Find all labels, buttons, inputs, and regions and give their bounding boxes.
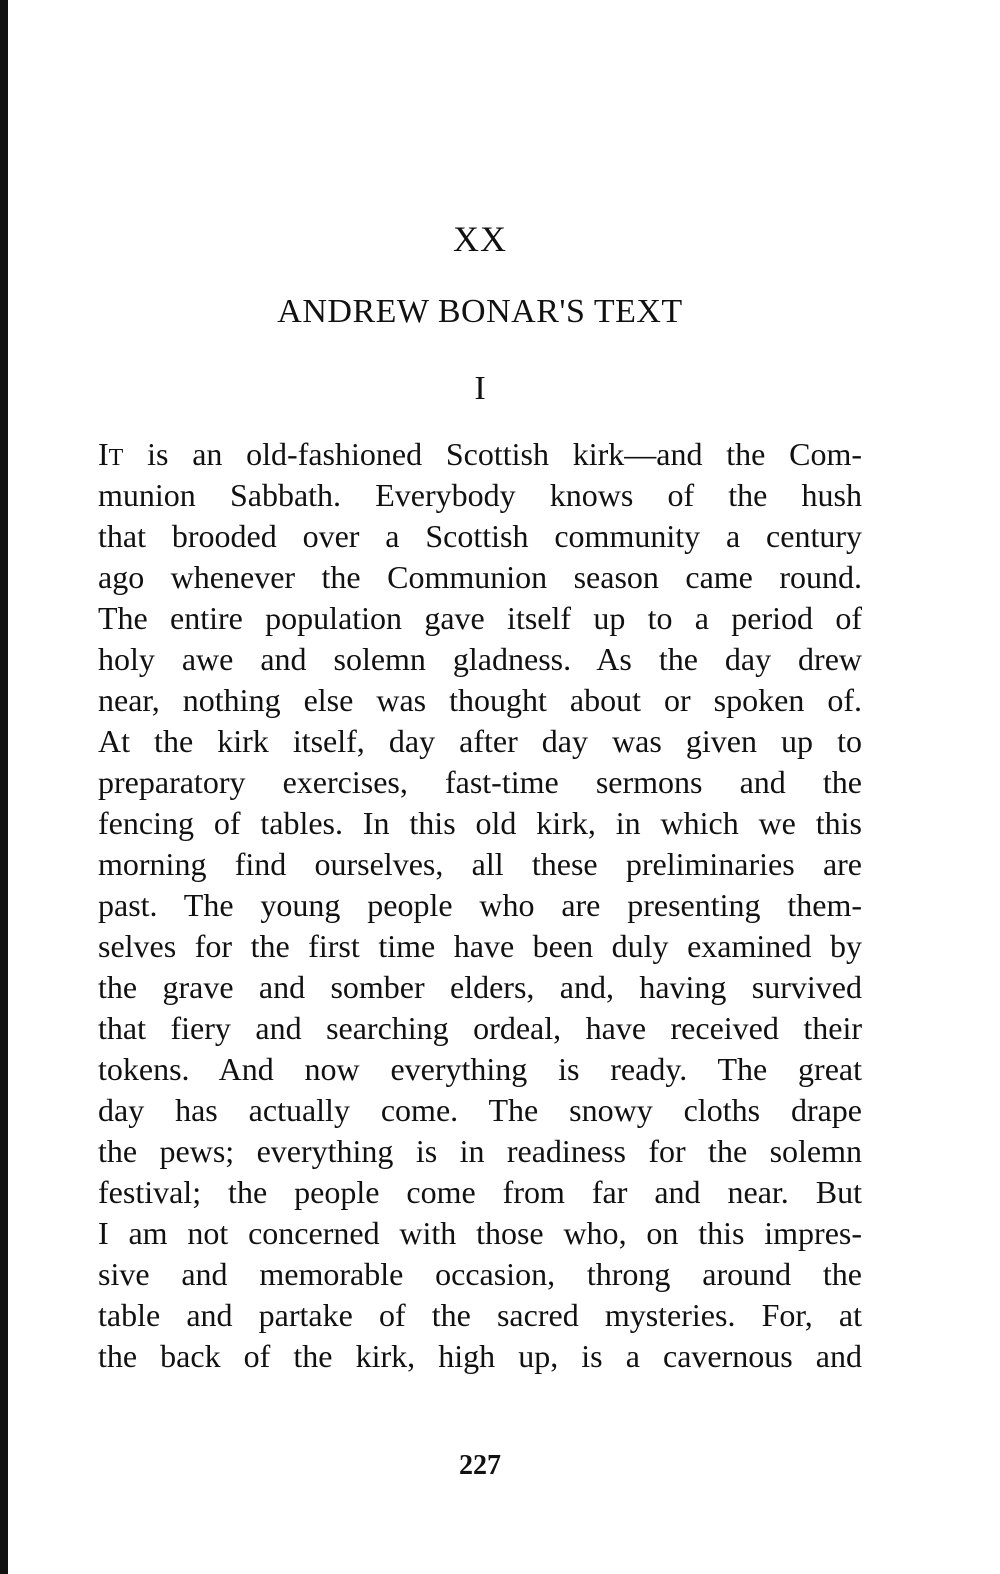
text-line: The entire population gave itself up to a period of <box>98 600 862 636</box>
text-line: morning find ourselves, all these preliminaries are <box>98 846 862 882</box>
text-line: near, nothing else was thought about or spoken of. <box>98 682 862 718</box>
text-line: day has actually come. The snowy cloths drape <box>98 1092 862 1128</box>
text-line: table and partake of the sacred mysteries. For, at <box>98 1297 862 1333</box>
first-word-capital: I <box>98 436 109 472</box>
text-line: I am not concerned with those who, on this impres- <box>98 1215 862 1251</box>
section-number: I <box>474 370 486 407</box>
text-line: ago whenever the Communion season came round. <box>98 559 862 595</box>
text-line: tokens. And now everything is ready. The great <box>98 1051 862 1087</box>
first-word-small-caps: T <box>108 445 124 471</box>
text-line-content: is an old-fashioned Scottish kirk—and the Com- <box>123 436 862 472</box>
page-number: 227 <box>459 1450 501 1481</box>
text-line: sive and memorable occasion, throng around the <box>98 1256 862 1292</box>
chapter-title: ANDREW BONAR'S TEXT <box>277 293 683 330</box>
text-line: selves for the first time have been duly examined by <box>98 928 862 964</box>
text-line: munion Sabbath. Everybody knows of the hush <box>98 477 862 513</box>
text-line: the pews; everything is in readiness for the solemn <box>98 1133 862 1169</box>
text-line: the back of the kirk, high up, is a cavernous and <box>98 1338 862 1374</box>
text-line: At the kirk itself, day after day was given up to <box>98 723 862 759</box>
chapter-number: XX <box>453 219 507 259</box>
text-line: that brooded over a Scottish community a century <box>98 518 862 554</box>
text-line: fencing of tables. In this old kirk, in which we this <box>98 805 862 841</box>
text-line: holy awe and solemn gladness. As the day drew <box>98 641 862 677</box>
text-line: the grave and somber elders, and, having survived <box>98 969 862 1005</box>
text-line: festival; the people come from far and near. But <box>98 1174 862 1210</box>
text-line: past. The young people who are presenting them- <box>98 887 862 923</box>
text-line <box>98 434 862 475</box>
body-text <box>98 434 862 1377</box>
text-line: preparatory exercises, fast-time sermons and the <box>98 764 862 800</box>
text-line: that fiery and searching ordeal, have received their <box>98 1010 862 1046</box>
